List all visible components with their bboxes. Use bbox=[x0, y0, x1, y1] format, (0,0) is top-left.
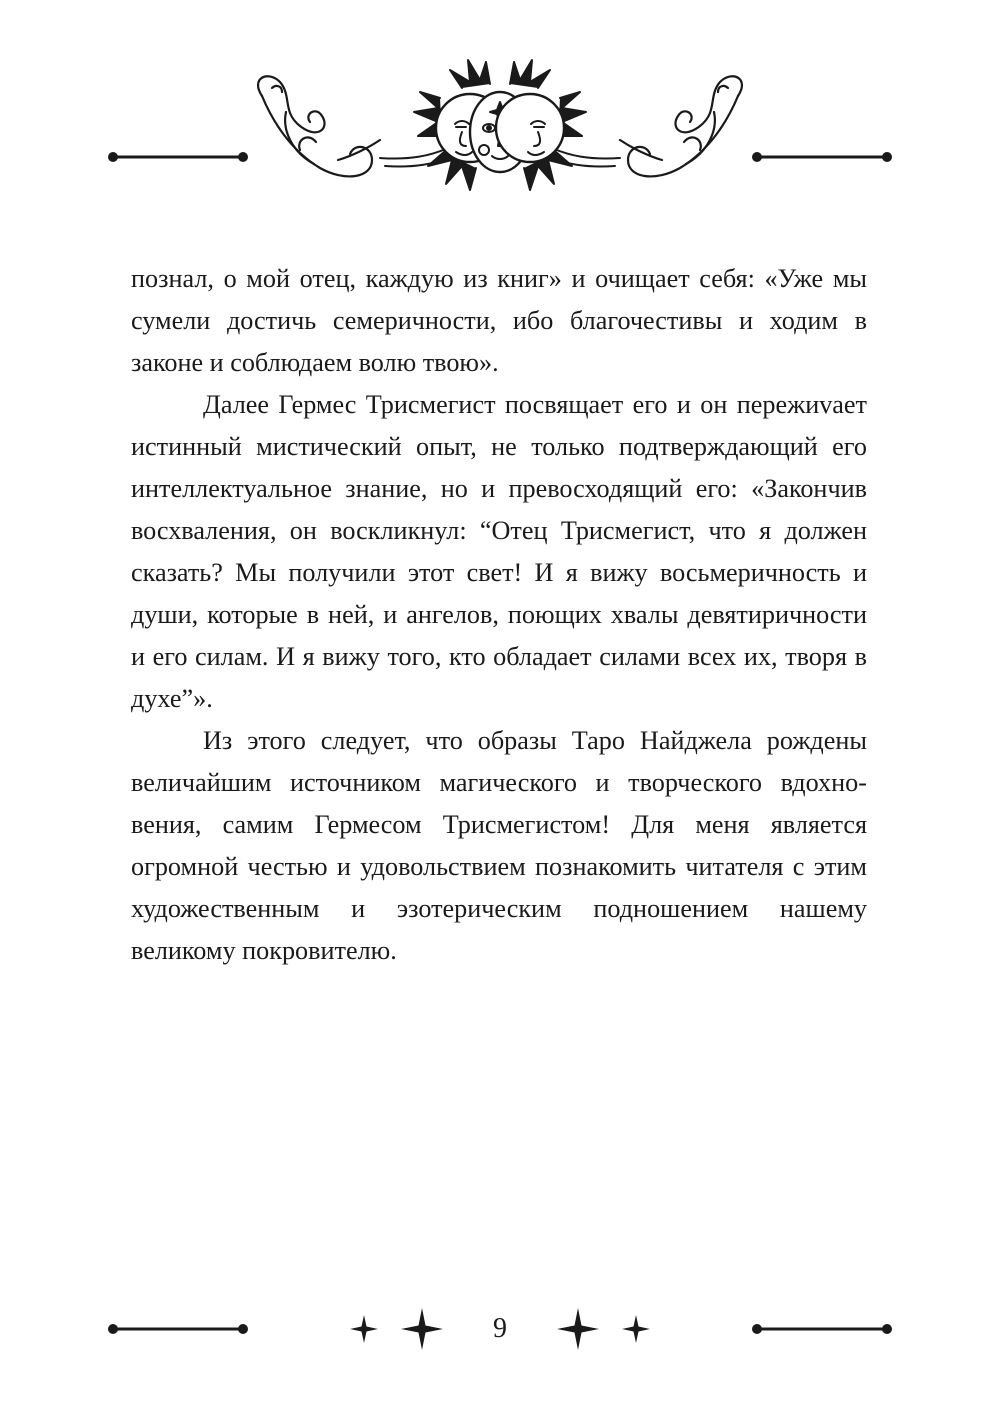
body-text bbox=[131, 258, 867, 972]
right-scroll-icon bbox=[620, 76, 742, 176]
footer-left-rule bbox=[108, 1324, 248, 1334]
paragraph-1: познал, о мой отец, каждую из книг» и очищает себя: «Уже мы сумели достичь семеричности, ибо благочестивы и ходим в законе и соблюдаем волю твою». bbox=[131, 264, 867, 377]
four-point-star-icon bbox=[557, 1308, 599, 1350]
paragraph-2: Далее Гермес Трисмегист посвящает его и он пережиvает истинный мистический опыт, не только подтверждающий его интеллектуальное знание, но и превосходящий его: «Закончив восхваления, он воскликнул: “Отец Трисмегист, что я должен сказать? Мы получили этот свет! И я вижу восьмеричность и души, которые в ней, и ангелов, поющих хвалы девятиричности и его силам. И я вижу того, кто обладает силами всех их, творя в духе”». bbox=[131, 390, 867, 713]
four-point-star-icon bbox=[401, 1308, 443, 1350]
left-rule bbox=[108, 152, 248, 162]
header-ornament bbox=[0, 0, 1000, 240]
page-number: 9 bbox=[493, 1313, 507, 1344]
footer-right-rule bbox=[752, 1324, 892, 1334]
four-point-star-icon bbox=[350, 1315, 378, 1343]
left-scroll-icon bbox=[258, 76, 380, 176]
paragraph-3: Из этого следует, что образы Таро Найджела рождены величайшим источником магического и творческого вдохновения, самим Гермесом Трисмегистом! Для меня является огромной честью и удовольствием познакомить читателя с этим художественным и эзотерическим подношением нашему великому покровителю. bbox=[131, 726, 867, 965]
four-point-star-icon bbox=[622, 1315, 650, 1343]
right-rule bbox=[752, 152, 892, 162]
